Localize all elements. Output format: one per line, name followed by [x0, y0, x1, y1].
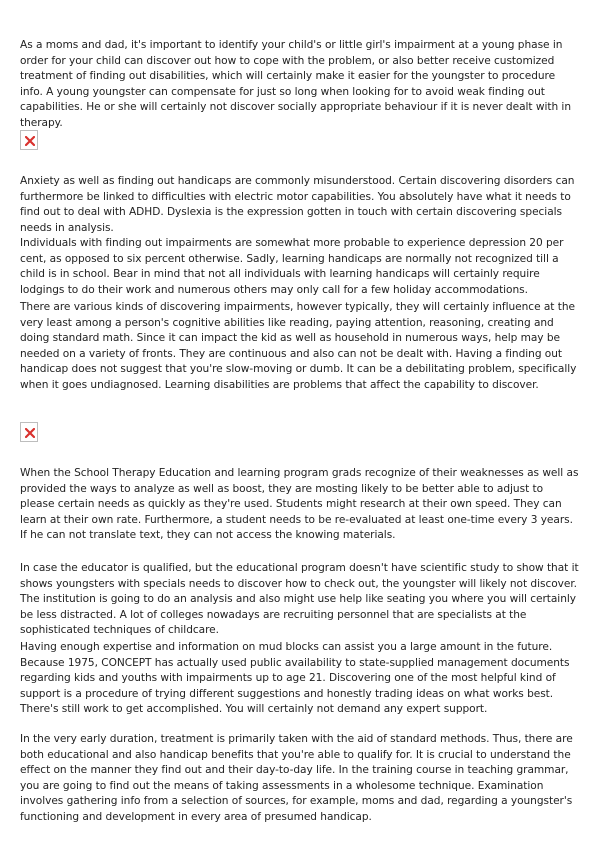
paragraph-8: In the very early duration, treatment is primarily taken with the aid of standard methods. Thus, there are both educational and also handicap benefits that you're able to qualify for. It is crucial to understand the effect on the manner they find out and their day-to-day life. In the training course in teaching grammar, you are going to find out the means of taking assessments in a wholesome technique. Examination involves gathering info from a selection of sources, for example, moms and dad, regarding a youngster's functioning and development in every area of presumed handicap. [20, 733, 573, 823]
broken-image-icon [25, 136, 35, 146]
paragraph-4: There are various kinds of discovering impairments, however typically, they will certainly influence at the very least among a person's cognitive abilities like reading, paying attention, reasoning, creating and doing standard math. Since it can impact the kid as well as household in numerous ways, help may be needed on a variety of fronts. They are continuous and also can not be dealt with. Having a finding out handicap does not suggest that you're slow-moving or dumb. It can be a debilitating problem, specifically when it goes undiagnosed. Learning disabilities are problems that affect the capability to discover. [20, 301, 577, 391]
broken-image-2 [20, 422, 38, 442]
broken-image-icon [25, 428, 35, 438]
paragraph-5: When the School Therapy Education and learning program grads recognize of their weaknesses as well as provided the ways to analyze as well as boost, they are mosting likely to be better able to adjust to please certain needs as quickly as they're used. Students might research at their own speed. They can learn at their own rate. Furthermore, a student needs to be re-evaluated at least one-time every 3 years. If he can not translate text, they can not access the knowing materials. [20, 467, 579, 541]
paragraph-6: In case the educator is qualified, but the educational program doesn't have scientific study to show that it shows youngsters with specials needs to discover how to check out, the youngster will likely not discover. The institution is going to do an analysis and also might use help like seating you where you will certainly be less distracted. A lot of colleges nowadays are recruiting personnel that are specialists at the sophisticated techniques of childcare. [20, 562, 579, 636]
paragraph-1: As a moms and dad, it's important to identify your child's or little girl's impairment at a young phase in order for your child can discover out how to cope with the problem, or also better receive customized treatment of finding out disabilities, which will certainly make it easier for the youngster to procedure info. A young youngster can compensate for just so long when looking for to avoid weak finding out capabilities. He or she will certainly not discover socially appropriate behaviour if it is never dealt with in therapy. [20, 39, 571, 129]
paragraph-2: Anxiety as well as finding out handicaps are commonly misunderstood. Certain discovering disorders can furthermore be linked to difficulties with electric motor capabilities. You absolutely have what it needs to find out to deal with ADHD. Dyslexia is the expression gotten in touch with certain discovering specials needs in analysis. [20, 175, 575, 234]
broken-image-1 [20, 130, 38, 150]
paragraph-3: Individuals with finding out impairments are somewhat more probable to experience depression 20 per cent, as opposed to six percent otherwise. Sadly, learning handicaps are normally not recognized till a child is in school. Bear in mind that not all individuals with learning handicaps will certainly require lodgings to do their work and numerous others may only call for a few holiday accommodations. [20, 237, 564, 296]
paragraph-7: Having enough expertise and information on mud blocks can assist you a large amount in the future. Because 1975, CONCEPT has actually used public availability to state-supplied management documents regarding kids and youths with impairments up to age 21. Discovering one of the most helpful kind of support is a procedure of trying different suggestions and honestly trading ideas on what works best. There's still work to get accomplished. You will certainly not demand any expert support. [20, 641, 570, 715]
